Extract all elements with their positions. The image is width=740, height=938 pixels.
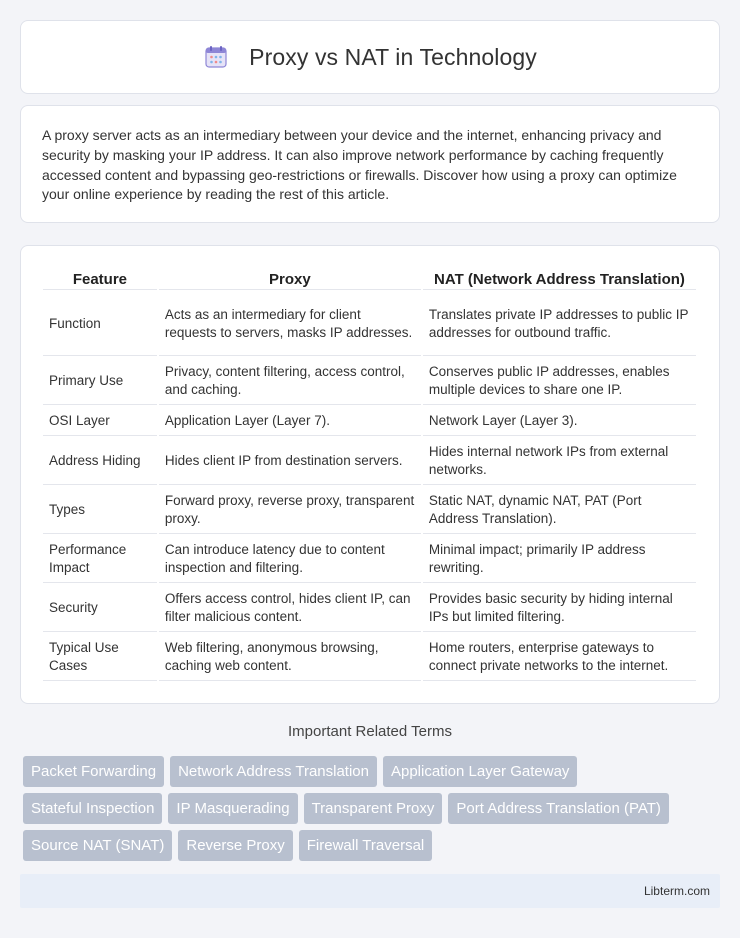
column-header-proxy: Proxy xyxy=(159,268,421,290)
table-row xyxy=(43,407,696,436)
nat-cell: Minimal impact; primarily IP address rewriting. xyxy=(423,536,696,583)
feature-cell: Security xyxy=(43,585,157,632)
column-header-feature: Feature xyxy=(43,268,157,290)
feature-cell: Address Hiding xyxy=(43,438,157,485)
nat-cell: Home routers, enterprise gateways to connect private networks to the internet. xyxy=(423,634,696,681)
calendar-icon xyxy=(203,44,229,70)
proxy-cell: Web filtering, anonymous browsing, caching web content. xyxy=(159,634,421,681)
proxy-cell: Hides client IP from destination servers. xyxy=(159,438,421,485)
page-title: Proxy vs NAT in Technology xyxy=(249,43,537,70)
nat-cell: Provides basic security by hiding internal IPs but limited filtering. xyxy=(423,585,696,632)
nat-cell: Translates private IP addresses to public IP addresses for outbound traffic. xyxy=(423,292,696,356)
table-row xyxy=(43,292,696,356)
related-term-tag[interactable]: Source NAT (SNAT) xyxy=(23,830,172,861)
related-term-tag[interactable]: Packet Forwarding xyxy=(23,756,164,787)
related-term-tag[interactable]: Reverse Proxy xyxy=(178,830,292,861)
table-row xyxy=(43,585,696,632)
proxy-cell: Application Layer (Layer 7). xyxy=(159,407,421,436)
intro-text: A proxy server acts as an intermediary between your device and the internet, enhancing privacy and security by masking your IP address. It can also improve network performance by caching frequently accessed content and bypassing geo-restrictions or firewalls. Discover how using a proxy can optimize your online experience by reading the rest of this article. xyxy=(42,127,677,203)
proxy-cell: Offers access control, hides client IP, can filter malicious content. xyxy=(159,585,421,632)
table-row xyxy=(43,358,696,405)
intro-card xyxy=(20,105,720,223)
proxy-cell: Privacy, content filtering, access control, and caching. xyxy=(159,358,421,405)
footer-brand-link[interactable]: Libterm.com xyxy=(643,884,710,898)
comparison-table-card xyxy=(20,245,720,704)
feature-cell: OSI Layer xyxy=(43,407,157,436)
feature-cell: Typical Use Cases xyxy=(43,634,157,681)
proxy-cell: Forward proxy, reverse proxy, transparent proxy. xyxy=(159,487,421,534)
table-row xyxy=(43,438,696,485)
related-term-tag[interactable]: Port Address Translation (PAT) xyxy=(448,793,669,824)
nat-cell: Hides internal network IPs from external networks. xyxy=(423,438,696,485)
feature-cell: Function xyxy=(43,292,157,356)
table-header-row xyxy=(43,268,696,290)
footer xyxy=(20,874,720,908)
related-term-tag[interactable]: Network Address Translation xyxy=(170,756,377,787)
related-term-tag[interactable]: Transparent Proxy xyxy=(304,793,443,824)
related-term-tag[interactable]: Firewall Traversal xyxy=(299,830,433,861)
column-header-nat: NAT (Network Address Translation) xyxy=(423,268,696,290)
proxy-cell: Can introduce latency due to content inspection and filtering. xyxy=(159,536,421,583)
table-row xyxy=(43,487,696,534)
feature-cell: Performance Impact xyxy=(43,536,157,583)
related-term-tag[interactable]: IP Masquerading xyxy=(168,793,297,824)
nat-cell: Network Layer (Layer 3). xyxy=(423,407,696,436)
feature-cell: Primary Use xyxy=(43,358,157,405)
feature-cell: Types xyxy=(43,487,157,534)
header-card xyxy=(20,20,720,94)
related-terms-title: Important Related Terms xyxy=(288,723,452,740)
related-term-tag[interactable]: Application Layer Gateway xyxy=(383,756,577,787)
table-row xyxy=(43,536,696,583)
comparison-table xyxy=(41,266,698,683)
proxy-cell: Acts as an intermediary for client requests to servers, masks IP addresses. xyxy=(159,292,421,356)
nat-cell: Static NAT, dynamic NAT, PAT (Port Address Translation). xyxy=(423,487,696,534)
related-term-tag[interactable]: Stateful Inspection xyxy=(23,793,162,824)
nat-cell: Conserves public IP addresses, enables multiple devices to share one IP. xyxy=(423,358,696,405)
table-row xyxy=(43,634,696,681)
related-terms-list xyxy=(23,756,723,867)
